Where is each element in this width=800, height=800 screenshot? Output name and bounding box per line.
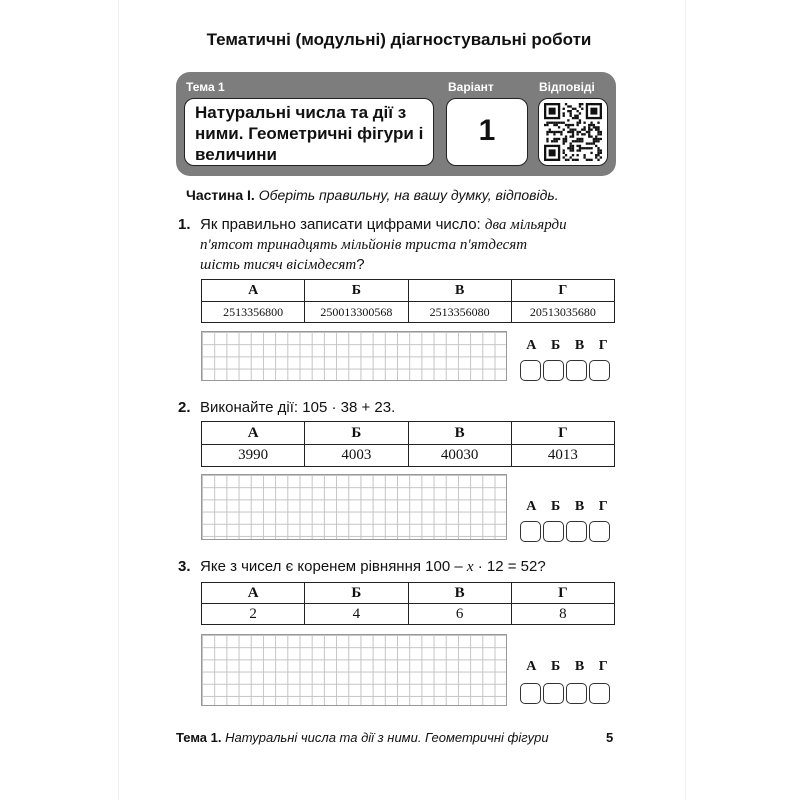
- option-g-value: 8: [511, 604, 614, 625]
- answer-box-a[interactable]: [520, 521, 541, 542]
- option-b-value: 4: [305, 604, 408, 625]
- option-a-value: 3990: [202, 445, 305, 467]
- question-1-number: 1.: [178, 216, 191, 233]
- part-instruction: [186, 187, 559, 203]
- question-2-answer-letters: [519, 499, 615, 515]
- option-a-header: А: [202, 583, 305, 604]
- answer-box-v[interactable]: [566, 521, 587, 542]
- option-b-value: 250013300568: [305, 302, 408, 323]
- part-instruction-text: Оберіть правильну, на вашу думку, відповідь.: [258, 187, 559, 203]
- answer-box-a[interactable]: [520, 683, 541, 704]
- answer-letter-v: В: [574, 659, 585, 674]
- answer-box-b[interactable]: [543, 360, 564, 381]
- answer-box-b[interactable]: [543, 683, 564, 704]
- question-1-number-words-1: два мільярди: [484, 217, 567, 233]
- page-footer: [176, 730, 549, 745]
- question-1-answer-boxes: [520, 360, 610, 381]
- question-3-lead: Яке з чисел є коренем рівняння 100 –: [200, 558, 463, 575]
- question-1-end: ?: [356, 256, 365, 273]
- question-3-end: · 12 = 52?: [477, 558, 546, 575]
- question-1-number-words-3: шість тисяч вісімдесят: [200, 257, 357, 273]
- option-a-value: 2: [202, 604, 305, 625]
- option-g-header: Г: [511, 280, 614, 302]
- footer-topic-text: Натуральні числа та дії з ними. Геометричні фігури: [225, 730, 549, 745]
- topic-title-box: [184, 98, 434, 166]
- part-label: Частина I.: [186, 187, 255, 203]
- option-a-header: А: [202, 422, 305, 445]
- answer-box-g[interactable]: [589, 360, 610, 381]
- variant-label: Варіант: [448, 80, 494, 94]
- footer-topic-label: Тема 1.: [176, 730, 222, 745]
- question-1-answer-letters: [519, 338, 615, 354]
- question-2-number: 2.: [178, 399, 191, 416]
- answer-letter-b: Б: [550, 499, 561, 514]
- option-b-header: Б: [305, 280, 408, 302]
- question-2-text: Виконайте дії: 105 · 38 + 23.: [200, 399, 396, 416]
- option-v-value: 6: [408, 604, 511, 625]
- question-3-number: 3.: [178, 558, 191, 575]
- option-g-header: Г: [511, 422, 614, 445]
- answer-box-v[interactable]: [566, 683, 587, 704]
- option-a-value: 2513356800: [202, 302, 305, 323]
- answers-qr-box[interactable]: [538, 98, 608, 166]
- answer-letter-b: Б: [550, 659, 561, 674]
- answers-label: Відповіді: [539, 80, 595, 94]
- answer-box-g[interactable]: [589, 521, 610, 542]
- answer-letter-g: Г: [598, 499, 608, 514]
- option-a-header: А: [202, 280, 305, 302]
- answer-letter-a: А: [526, 499, 537, 514]
- answer-letter-b: Б: [550, 338, 561, 353]
- answer-letter-g: Г: [598, 338, 608, 353]
- document-title: Тематичні (модульні) діагностувальні роботи: [206, 30, 592, 49]
- question-1-options-table: [201, 279, 615, 323]
- question-3-scratch-grid[interactable]: [201, 634, 507, 706]
- option-v-header: В: [408, 280, 511, 302]
- answer-box-a[interactable]: [520, 360, 541, 381]
- answer-letter-a: А: [526, 338, 537, 353]
- question-1-text: [200, 215, 616, 275]
- question-1-lead: Як правильно записати цифрами число:: [200, 216, 481, 233]
- question-1-scratch-grid[interactable]: [201, 331, 507, 381]
- option-v-value: 40030: [408, 445, 511, 467]
- option-v-header: В: [408, 422, 511, 445]
- option-g-value: 20513035680: [511, 302, 614, 323]
- qr-code-icon[interactable]: [544, 103, 602, 161]
- option-v-value: 2513356080: [408, 302, 511, 323]
- answer-letter-g: Г: [598, 659, 608, 674]
- option-g-header: Г: [511, 583, 614, 604]
- variant-number: 1: [478, 114, 496, 147]
- question-2-answer-boxes: [520, 521, 610, 542]
- topic-title: Натуральні числа та дії з ними. Геометричні фігури і величини: [195, 103, 424, 164]
- option-b-header: Б: [305, 422, 408, 445]
- question-1-number-words-2: п'ятсот тринадцять мільйонів триста п'ятдесят: [200, 237, 528, 253]
- question-3-text: [200, 557, 616, 577]
- variant-box: [446, 98, 528, 166]
- page-number: 5: [606, 730, 614, 745]
- answer-box-v[interactable]: [566, 360, 587, 381]
- option-b-header: Б: [305, 583, 408, 604]
- option-b-value: 4003: [305, 445, 408, 467]
- question-3-options-table: [201, 582, 615, 625]
- question-3-answer-boxes: [520, 683, 610, 704]
- answer-letter-v: В: [574, 499, 585, 514]
- answer-letter-a: А: [526, 659, 537, 674]
- question-2-scratch-grid[interactable]: [201, 474, 507, 540]
- question-3-answer-letters: [519, 659, 615, 675]
- answer-box-b[interactable]: [543, 521, 564, 542]
- answer-box-g[interactable]: [589, 683, 610, 704]
- answer-letter-v: В: [574, 338, 585, 353]
- question-2-options-table: [201, 421, 615, 467]
- option-v-header: В: [408, 583, 511, 604]
- topic-label: Тема 1: [186, 80, 225, 94]
- question-3-variable: x: [466, 559, 474, 575]
- option-g-value: 4013: [511, 445, 614, 467]
